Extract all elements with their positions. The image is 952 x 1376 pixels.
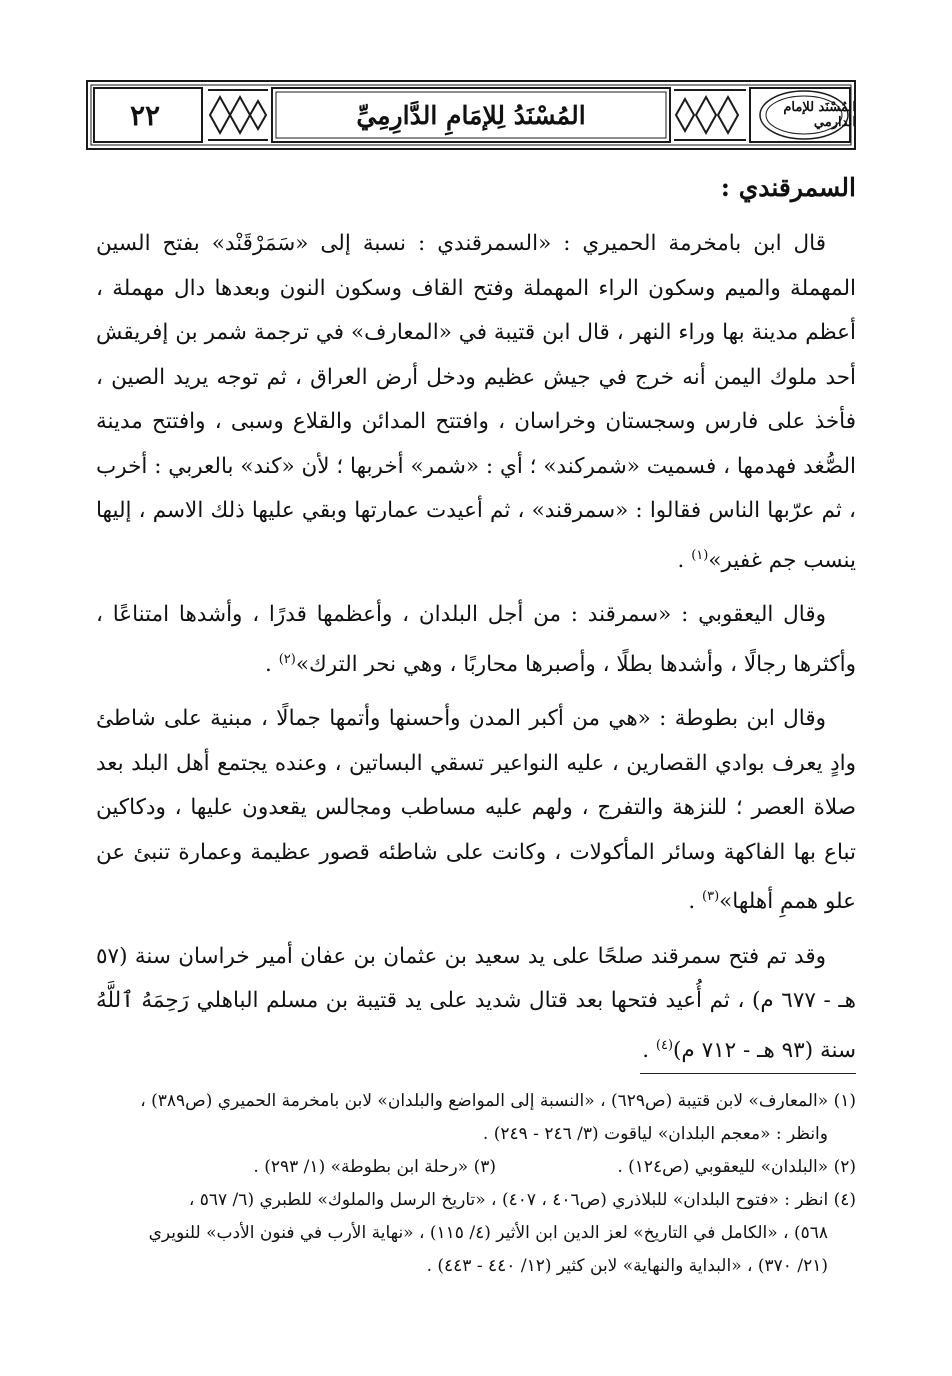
footnote-2: (٢) «البلدان» لليعقوبي (ص١٢٤) . [617, 1157, 856, 1177]
footnotes [86, 1085, 856, 1283]
footnote-3: (٣) «رحلة ابن بطوطة» (١/ ٢٩٣) . [253, 1157, 496, 1177]
paragraph-4: وقد تم فتح سمرقند صلحًا على يد سعيد بن عثمان بن عفان أمير خراسان سنة (٥٧ هـ - ٦٧٧ م) ، ثم أُعيد فتحها بعد قتال شديد على يد قتيبة بن مسلم الباهلي رَحِمَهُ ٱللَّهُ سنة (٩٣ هـ - ٧١٢ م)$^{(٤)}$ . [96, 943, 856, 1064]
running-title: المُسْنَدُ لِلإمَامِ الدَّارِمِيِّ [356, 100, 586, 130]
page-header [86, 80, 856, 150]
seal-text: المُسْنَد للإمام الدارمي [783, 100, 856, 130]
paragraph-3: وقال ابن بطوطة : «هي من أكبر المدن وأحسنها وأتمها جمالًا ، مبنية على شاطئ وادٍ يعرف بوادي القصارين ، عليه النواعير تسقي البساتين ، وعنده يجتمع أهل البلد بعد صلاة العصر ؛ للنزهة والتفرج ، ولهم عليه مساطب ومجالس يقعدون عليها ، ودكاكين تباع بها الفاكهة وسائر المأكولات ، وكانت على شاطئه قصور عظيمة وعمارة تنبئ عن علو هممِ أهلها»$^{(٣)}$ . [96, 706, 856, 915]
footnote-divider [640, 1073, 856, 1074]
paragraph-text: وقال ابن بطوطة : «هي من أكبر المدن وأحسنها وأتمها جمالًا ، مبنية على شاطئ وادٍ يعرف بوادي القصارين ، عليه النواعير تسقي البساتين ، وعنده يجتمع أهل البلد بعد صلاة العصر ؛ للنزهة والتفرج ، ولهم عليه مساطب ومجالس يقعدون عليها ، ودكاكين تباع بها الفاكهة وسائر المأكولات ، وكانت على شاطئه قصور عظيمة وعمارة تنبئ عن علو هممِ أهلها» [96, 706, 856, 915]
paragraph-text: وقد تم فتح سمرقند صلحًا على يد سعيد بن عثمان بن عفان أمير خراسان سنة (٥٧ هـ - ٦٧٧ م) ، ثم أُعيد فتحها بعد قتال شديد على يد قتيبة بن مسلم الباهلي رَحِمَهُ ٱللَّهُ سنة (٩٣ هـ - ٧١٢ م) [96, 943, 856, 1064]
footnote-4-continued: ٥٦٨) ، «الكامل في التاريخ» لعز الدين ابن الأثير (٤/ ١١٥) ، «نهاية الأرب في فنون الأدب» للنويري [148, 1223, 828, 1243]
paragraph-2: وقال اليعقوبي : «سمرقند : من أجل البلدان ، وأعظمها قدرًا ، وأشدها امتناعًا ، وأكثرها رجالًا ، وأشدها بطلًا ، وأصبرها محاربًا ، وهي نحر الترك»$^{(٢)}$ . [96, 602, 856, 677]
footnote-ref: (٢) [278, 651, 296, 667]
paragraph-1: قال ابن بامخرمة الحميري : «السمرقندي : نسبة إلى «سَمَرْقَنْد» بفتح السين المهملة والميم وسكون الراء المهملة وفتح القاف وسكون النون وبعدها دال مهملة ، أعظم مدينة بها وراء النهر ، قال ابن قتيبة في «المعارف» في ترجمة شمر بن إفريقش أحد ملوك اليمن أنه خرج في جيش عظيم ودخل أرض العراق ، ثم توجه يريد الصين ، فأخذ على فارس وسجستان وخراسان ، وافتتح المدائن والقلاع وسبى ، وافتتح مدينة الصُّغد فهدمها ، فسميت «شمركند» ؛ أي : «شمر» أخربها ؛ لأن «كند» بالعربي : أخرب ، ثم عرّبها الناس فقالوا : «سمرقند» ، ثم أعيدت عمارتها وبقي عليها ذلك الاسم ، إليها ينسب جم غفير»$^{(١)}$ . [96, 231, 856, 573]
page-number: ٢٢ [129, 98, 161, 132]
section-title: السمرقندي : [720, 173, 856, 202]
footnote-4: (٤) انظر : «فتوح البلدان» للبلاذري (ص٤٠٦ ، ٤٠٧) ، «تاريخ الرسل والملوك» للطبري (٦/ ٥٦٧ ، [188, 1190, 856, 1210]
footnote-pair [86, 1151, 856, 1184]
paragraph-text: وقال اليعقوبي : «سمرقند : من أجل البلدان ، وأعظمها قدرًا ، وأشدها امتناعًا ، وأكثرها رجالًا ، وأشدها بطلًا ، وأصبرها محاربًا ، وهي نحر الترك» [96, 602, 856, 677]
footnote-4-continued: (٢١/ ٣٧٠) ، «البداية والنهاية» لابن كثير (١٢/ ٤٤٠ - ٤٤٣) . [426, 1256, 828, 1276]
footnote-1-continued: وانظر : «معجم البلدان» لياقوت (٣/ ٢٤٦ - ٢٤٩) . [482, 1124, 828, 1144]
footnote-1: (١) «المعارف» لابن قتيبة (ص٦٢٩) ، «النسبة إلى المواضع والبلدان» لابن بامخرمة الحميري (ص٣٨٩) ، [140, 1091, 856, 1111]
footnote-ref: (٣) [702, 889, 720, 905]
main-content [96, 160, 856, 1084]
footnote-ref: (٤) [655, 1037, 674, 1053]
paragraph-text: قال ابن بامخرمة الحميري : «السمرقندي : نسبة إلى «سَمَرْقَنْد» بفتح السين المهملة والميم وسكون الراء المهملة وفتح القاف وسكون النون وبعدها دال مهملة ، أعظم مدينة بها وراء النهر ، قال ابن قتيبة في «المعارف» في ترجمة شمر بن إفريقش أحد ملوك اليمن أنه خرج في جيش عظيم ودخل أرض العراق ، ثم توجه يريد الصين ، فأخذ على فارس وسجستان وخراسان ، وافتتح المدائن والقلاع وسبى ، وافتتح مدينة الصُّغد فهدمها ، فسميت «شمركند» ؛ أي : «شمر» أخربها ؛ لأن «كند» بالعربي : أخرب ، ثم عرّبها الناس فقالوا : «سمرقند» ، ثم أعيدت عمارتها وبقي عليها ذلك الاسم ، إليها ينسب جم غفير» [96, 231, 856, 573]
footnote-ref: (١) [691, 547, 709, 563]
